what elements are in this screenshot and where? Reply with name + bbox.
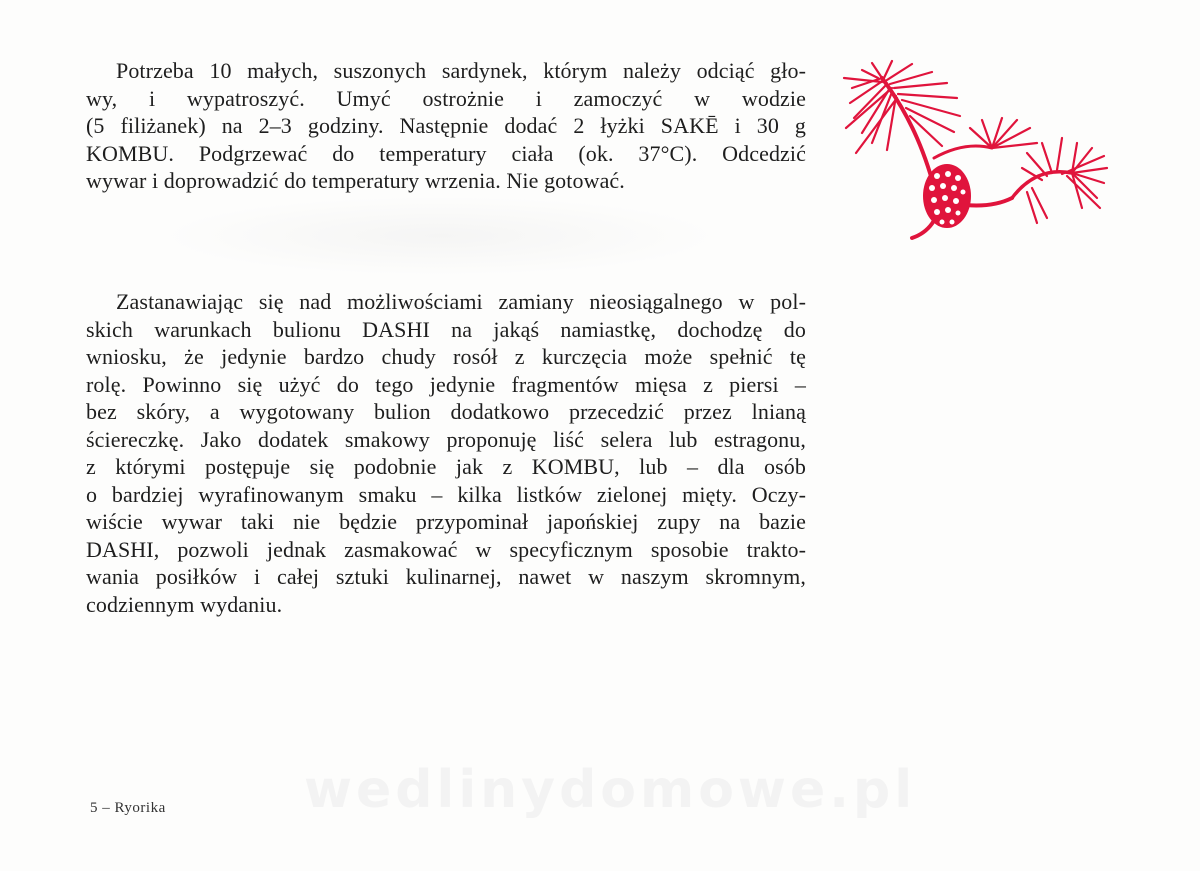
text-line: KOMBU. Podgrzewać do temperatury ciała (ok. 37°C). Odcedzić [86, 140, 806, 166]
paragraph-dashi-substitute [86, 288, 806, 618]
text-line: Potrzeba 10 małych, suszonych sardynek, którym należy odciąć gło- [116, 58, 806, 83]
text-line: wania posiłków i całej sztuki kulinarnej, nawet w naszym skromnym, [86, 564, 806, 589]
text-line: wiście wywar taki nie będzie przypominał japońskiej zupy na bazie [86, 509, 806, 534]
watermark: wedlinydomowe.pl [303, 760, 917, 820]
text-line: codziennym wydaniu. [86, 591, 283, 617]
text-line: z którymi postępuje się podobnie jak z KOMBU, lub – dla osób [86, 454, 806, 479]
text-line: ściereczkę. Jako dodatek smakowy proponuję liść selera lub estragonu, [86, 426, 806, 452]
text-line: rolę. Powinno się użyć do tego jedynie fragmentów mięsa z piersi – [86, 371, 806, 397]
pine-cone-icon [923, 164, 971, 228]
pine-branch-with-cone-icon [842, 58, 1112, 248]
text-line: o bardziej wyrafinowanym smaku – kilka listków zielonej mięty. Oczy- [86, 481, 806, 507]
text-line: DASHI, pozwoli jednak zasmakować w specyficznym sposobie trakto- [86, 536, 806, 562]
paragraph-sardine-broth [86, 57, 806, 195]
paper-smudge [160, 196, 720, 276]
text-line: wniosku, że jedynie bardzo chudy rosół z kurczęcia może spełnić tę [86, 344, 806, 369]
text-line: wywar i doprowadzić do temperatury wrzenia. Nie gotować. [86, 168, 625, 193]
text-line: skich warunkach bulionu DASHI na jakąś namiastkę, dochodzę do [86, 316, 806, 342]
text-line: wy, i wypatroszyć. Umyć ostrożnie i zamoczyć w wodzie [86, 85, 806, 111]
text-line: (5 filiżanek) na 2–3 godziny. Następnie dodać 2 łyżki SAKĒ i 30 g [86, 113, 806, 138]
text-line: Zastanawiając się nad możliwościami zamiany nieosiągalnego w pol- [116, 289, 806, 314]
page-footer: 5 – Ryorika [90, 800, 166, 816]
text-line: bez skóry, a wygotowany bulion dodatkowo przecedzić przez lnianą [86, 399, 806, 424]
